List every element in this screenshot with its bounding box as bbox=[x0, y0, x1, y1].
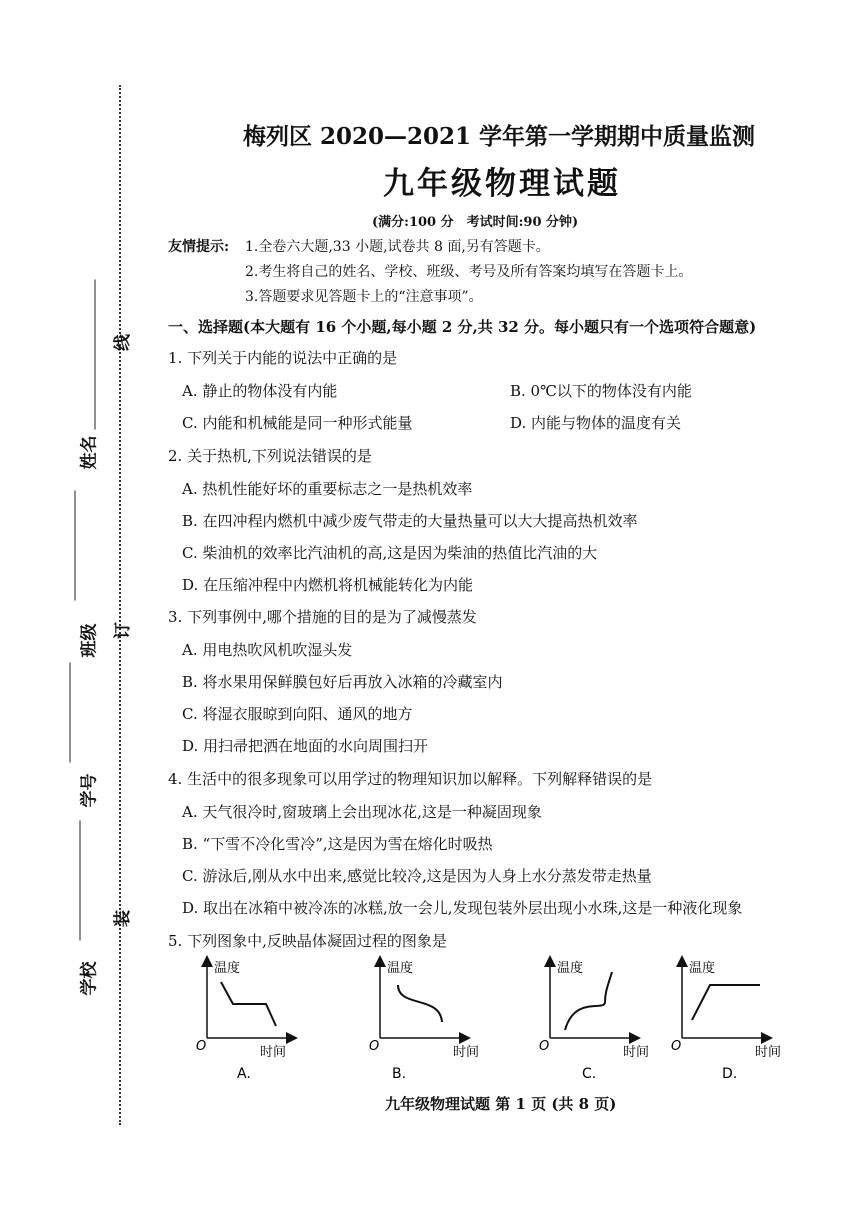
tip-item: 1.全卷六大题,33 小题,试卷共 8 面,另有答题卡。 bbox=[245, 239, 550, 255]
exam-header: 梅列区 2020—2021 学年第一学期期中质量监测 bbox=[243, 123, 756, 150]
curve-d bbox=[692, 985, 760, 1020]
tip-item: 3.答题要求见答题卡上的“注意事项”。 bbox=[245, 289, 483, 305]
exam-subtitle: (满分:100 分 考试时间:90 分钟) bbox=[372, 215, 579, 230]
question-stem: 5. 下列图象中,反映晶体凝固过程的图象是 bbox=[168, 932, 447, 950]
question-stem: 1. 下列关于内能的说法中正确的是 bbox=[168, 349, 398, 367]
graph-a bbox=[196, 958, 295, 1082]
graph-d bbox=[671, 958, 781, 1082]
graph-letter: D. bbox=[722, 1066, 738, 1082]
page-footer: 九年级物理试题 第 1 页 (共 8 页) bbox=[385, 1095, 617, 1113]
name-label: 姓名 bbox=[79, 435, 100, 470]
y-axis-label: 温度 bbox=[387, 961, 414, 976]
option-b: B. 将水果用保鲜膜包好后再放入冰箱的冷藏室内 bbox=[182, 673, 503, 691]
curve-b bbox=[398, 985, 442, 1022]
id-label: 学号 bbox=[79, 773, 100, 808]
binding-mark-ding: 订 bbox=[113, 622, 133, 639]
option-d: D. 内能与物体的温度有关 bbox=[510, 414, 682, 432]
x-axis-label: 时间 bbox=[260, 1045, 287, 1060]
option-a: A. 静止的物体没有内能 bbox=[182, 382, 338, 400]
origin-label: O bbox=[671, 1039, 682, 1054]
x-axis-label: 时间 bbox=[623, 1045, 650, 1060]
origin-label: O bbox=[369, 1039, 380, 1054]
graph-c bbox=[539, 958, 649, 1082]
graph-letter: A. bbox=[237, 1066, 251, 1082]
curve-a bbox=[221, 982, 276, 1026]
binding-mark-zhuang: 装 bbox=[113, 910, 133, 927]
question-stem: 3. 下列事例中,哪个措施的目的是为了减慢蒸发 bbox=[168, 608, 477, 626]
x-axis-label: 时间 bbox=[453, 1045, 480, 1060]
graph-letter: C. bbox=[582, 1066, 597, 1082]
y-axis-label: 温度 bbox=[214, 961, 241, 976]
option-a: A. 用电热吹风机吹湿头发 bbox=[182, 641, 353, 659]
option-b: B. 0℃以下的物体没有内能 bbox=[510, 382, 692, 400]
section-heading: 一、选择题(本大题有 16 个小题,每小题 2 分,共 32 分。每小题只有一个选项符合题意) bbox=[168, 318, 757, 336]
option-b: B. “下雪不冷化雪冷”,这是因为雪在熔化时吸热 bbox=[182, 835, 493, 853]
school-label: 学校 bbox=[79, 961, 100, 996]
page-title: 九年级物理试题 bbox=[383, 166, 621, 202]
option-a: A. 热机性能好坏的重要标志之一是热机效率 bbox=[182, 480, 473, 498]
option-c: C. 游泳后,刚从水中出来,感觉比较冷,这是因为人身上水分蒸发带走热量 bbox=[182, 867, 652, 885]
question-stem: 4. 生活中的很多现象可以用学过的物理知识加以解释。下列解释错误的是 bbox=[168, 770, 653, 788]
origin-label: O bbox=[539, 1039, 550, 1054]
y-axis-label: 温度 bbox=[689, 961, 716, 976]
origin-label: O bbox=[196, 1039, 207, 1054]
graph-letter: B. bbox=[392, 1066, 407, 1082]
question-stem: 2. 关于热机,下列说法错误的是 bbox=[168, 447, 372, 465]
class-label: 班级 bbox=[79, 623, 100, 658]
tip-item: 2.考生将自己的姓名、学校、班级、考号及所有答案均填写在答题卡上。 bbox=[245, 264, 693, 280]
option-c: C. 柴油机的效率比汽油机的高,这是因为柴油的热值比汽油的大 bbox=[182, 544, 598, 562]
binding-mark-xian: 线 bbox=[113, 334, 133, 351]
option-d: D. 在压缩冲程中内燃机将机械能转化为内能 bbox=[182, 576, 474, 594]
option-b: B. 在四冲程内燃机中减少废气带走的大量热量可以大大提高热机效率 bbox=[182, 512, 638, 530]
y-axis-label: 温度 bbox=[557, 961, 584, 976]
tips-label: 友情提示: bbox=[168, 239, 230, 255]
option-d: D. 取出在冰箱中被冷冻的冰糕,放一会儿,发现包装外层出现小水珠,这是一种液化现象 bbox=[182, 899, 743, 917]
x-axis-label: 时间 bbox=[755, 1045, 782, 1060]
curve-c bbox=[565, 972, 612, 1030]
option-a: A. 天气很冷时,窗玻璃上会出现冰花,这是一种凝固现象 bbox=[182, 803, 542, 821]
option-c: C. 将湿衣服晾到向阳、通风的地方 bbox=[182, 705, 413, 723]
option-d: D. 用扫帚把洒在地面的水向周围扫开 bbox=[182, 737, 429, 755]
graph-b bbox=[369, 958, 479, 1082]
option-c: C. 内能和机械能是同一种形式能量 bbox=[182, 414, 413, 432]
